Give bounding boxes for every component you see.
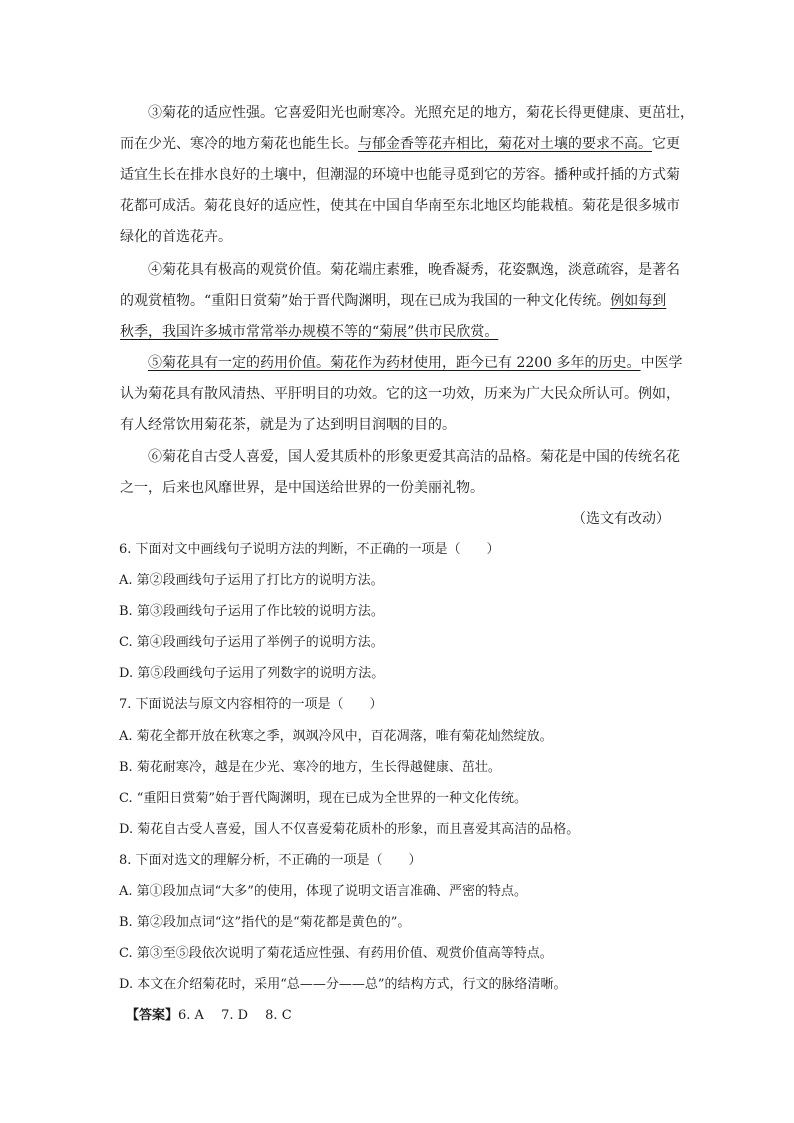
paragraph-6-line-1: ⑥菊花自古受人喜爱，国人爱其质朴的形象更爱其高洁的品格。菊花是中国的传统名花 (148, 449, 680, 465)
question-8-stem: 8. 下面对选文的理解分析，不正确的一项是（ ） (119, 853, 422, 868)
question-6-stem: 6. 下面对文中画线句子说明方法的判断，不正确的一项是（ ） (119, 542, 500, 557)
question-7-option-b: B. 菊花耐寒冷，越是在少光、寒冷的地方，生长得越健康、茁壮。 (119, 760, 501, 775)
paragraph-4-underlined-sentence-cont: 秋季，我国许多城市常常举办规模不等的“菊展”供市民欣赏。 (120, 324, 499, 340)
question-6-option-c: C. 第④段画线句子运用了举例子的说明方法。 (119, 635, 384, 650)
question-7-option-a: A. 菊花全都开放在秋寒之季，飒飒冷风中，百花凋落，唯有菊花灿然绽放。 (119, 729, 553, 744)
paragraph-5-text-tail: 中医学 (640, 355, 683, 371)
paragraph-3-line-4: 花都可成活。菊花良好的适应性，使其在中国自华南至东北地区均能栽植。菊花是很多城市 (120, 198, 680, 214)
paragraph-3-underlined-sentence: 与郁金香等花卉相比，菊花对土壤的要求不高。 (358, 136, 652, 152)
paragraph-4-text: 的观赏植物。“重阳日赏菊”始于晋代陶渊明，现在已成为我国的一种文化传统。 (120, 293, 611, 309)
source-note: （选文有改动） (572, 511, 670, 527)
paragraph-3-text: 而在少光、寒冷的地方菊花也能生长。 (120, 136, 358, 152)
question-7-stem: 7. 下面说法与原文内容相符的一项是（ ） (119, 697, 383, 712)
paragraph-4-line-3 (120, 322, 675, 342)
question-7-option-d: D. 菊花自古受人喜爱，国人不仅喜爱菊花质朴的形象，而且喜爱其高洁的品格。 (119, 822, 580, 837)
question-8-option-d: D. 本文在介绍菊花时，采用“总——分——总”的结构方式，行文的脉络清晰。 (119, 977, 567, 992)
paragraph-3-line-1: ③菊花的适应性强。它喜爱阳光也耐寒冷。光照充足的地方，菊花长得更健康、更茁壮， (148, 105, 694, 121)
answer-label: 【答案】 (126, 1008, 179, 1023)
answer-line (126, 1006, 292, 1026)
question-8-option-a: A. 第①段加点词“大多”的使用，体现了说明文语言准确、严密的特点。 (119, 884, 527, 899)
question-6-option-d: D. 第⑤段画线句子运用了列数字的说明方法。 (119, 666, 385, 681)
answer-text: 6. A 7. D 8. C (178, 1008, 292, 1023)
paragraph-3-line-5: 绿化的首选花卉。 (120, 229, 232, 245)
paragraph-5-line-1 (148, 353, 683, 373)
question-6-option-b: B. 第③段画线句子运用了作比较的说明方法。 (119, 604, 384, 619)
paragraph-5-underlined-sentence: ⑤菊花具有一定的药用价值。菊花作为药材使用，距今已有 2200 多年的历史。 (148, 355, 641, 371)
question-8-option-b: B. 第②段加点词“这”指代的是“菊花都是黄色的”。 (119, 915, 411, 930)
paragraph-3-line-3: 适宜生长在排水良好的土壤中，但潮湿的环境中也能寻觅到它的芳容。播种或扦插的方式菊 (120, 167, 680, 183)
question-7-option-c: C. “重阳日赏菊”始于晋代陶渊明，现在已成为全世界的一种文化传统。 (119, 791, 528, 806)
paragraph-4-line-1: ④菊花具有极高的观赏价值。菊花端庄素雅，晚香凝秀，花姿飘逸，淡意疏容，是著名 (148, 262, 680, 278)
paragraph-4-line-2 (120, 291, 675, 311)
paragraph-4-underlined-sentence: 例如每到 (610, 293, 667, 309)
paragraph-3-line-2 (120, 134, 680, 154)
paragraph-5-line-3: 有人经常饮用菊花茶，就是为了达到明目润咽的目的。 (120, 417, 456, 433)
question-8-option-c: C. 第③至⑤段依次说明了菊花适应性强、有药用价值、观赏价值高等特点。 (119, 946, 553, 961)
paragraph-5-line-2: 认为菊花具有散风清热、平肝明目的功效。它的这一功效，历来为广大民众所认可。例如， (120, 386, 680, 402)
question-6-option-a: A. 第②段画线句子运用了打比方的说明方法。 (119, 573, 384, 588)
paragraph-3-text-tail: 它更 (652, 136, 680, 152)
paragraph-6-line-2: 之一，后来也风靡世界，是中国送给世界的一份美丽礼物。 (120, 480, 484, 496)
